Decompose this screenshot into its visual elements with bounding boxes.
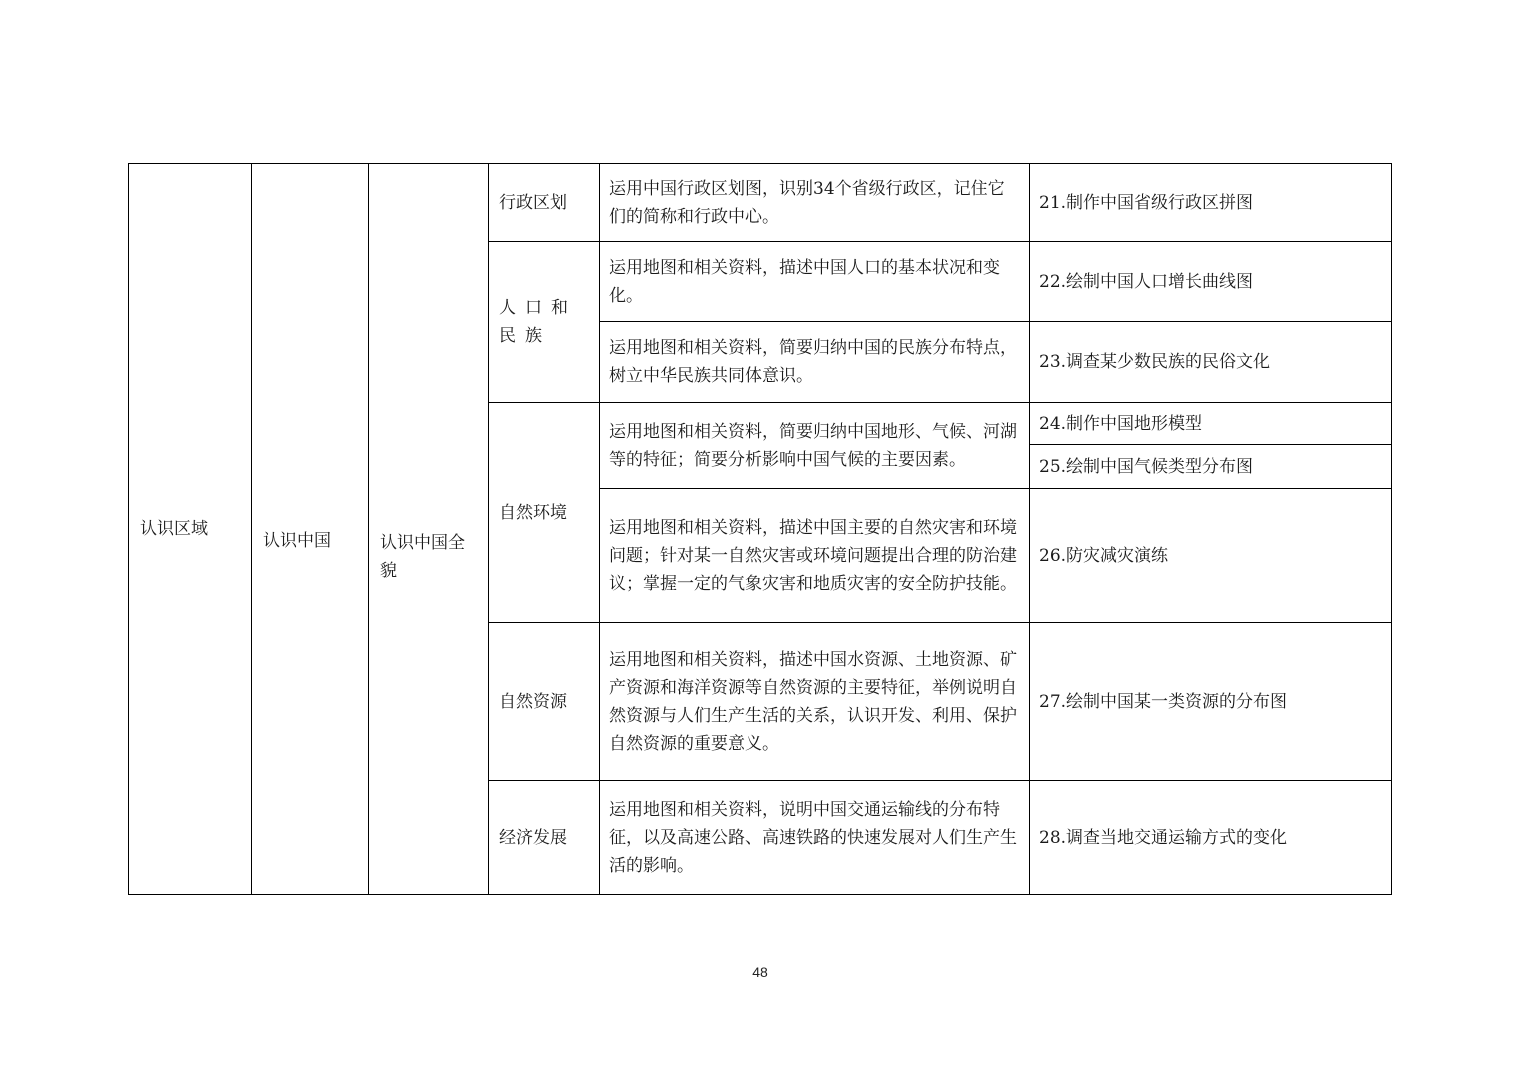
activity-cell: 25.绘制中国气候类型分布图 bbox=[1030, 445, 1392, 489]
topic-cell-economy: 经济发展 bbox=[489, 781, 600, 895]
table-row bbox=[129, 164, 1392, 242]
requirement-cell: 运用地图和相关资料，描述中国人口的基本状况和变化。 bbox=[600, 242, 1030, 322]
topic-cell-population: 人口和民族 bbox=[489, 242, 600, 403]
requirement-cell: 运用地图和相关资料，描述中国水资源、土地资源、矿产资源和海洋资源等自然资源的主要特征，举例说明自然资源与人们生产生活的关系，认识开发、利用、保护自然资源的重要意义。 bbox=[600, 623, 1030, 781]
activity-cell: 28.调查当地交通运输方式的变化 bbox=[1030, 781, 1392, 895]
domain-cell: 认识区域 bbox=[129, 164, 252, 895]
activity-cell: 23.调查某少数民族的民俗文化 bbox=[1030, 322, 1392, 403]
activity-cell: 24.制作中国地形模型 bbox=[1030, 403, 1392, 445]
requirement-cell: 运用地图和相关资料，简要归纳中国的民族分布特点，树立中华民族共同体意识。 bbox=[600, 322, 1030, 403]
activity-cell: 27.绘制中国某一类资源的分布图 bbox=[1030, 623, 1392, 781]
requirement-cell: 运用地图和相关资料，说明中国交通运输线的分布特征，以及高速公路、高速铁路的快速发展对人们生产生活的影响。 bbox=[600, 781, 1030, 895]
topic-cell-environment: 自然环境 bbox=[489, 403, 600, 623]
region-cell: 认识中国 bbox=[252, 164, 369, 895]
requirement-cell: 运用中国行政区划图，识别34个省级行政区，记住它们的简称和行政中心。 bbox=[600, 164, 1030, 242]
activity-cell: 22.绘制中国人口增长曲线图 bbox=[1030, 242, 1392, 322]
theme-cell: 认识中国全貌 bbox=[369, 164, 489, 895]
topic-cell-admin: 行政区划 bbox=[489, 164, 600, 242]
page-number: 48 bbox=[752, 964, 768, 980]
requirement-cell: 运用地图和相关资料，描述中国主要的自然灾害和环境问题；针对某一自然灾害或环境问题提出合理的防治建议；掌握一定的气象灾害和地质灾害的安全防护技能。 bbox=[600, 489, 1030, 623]
activity-cell: 26.防灾减灾演练 bbox=[1030, 489, 1392, 623]
curriculum-table bbox=[128, 163, 1392, 895]
topic-cell-resources: 自然资源 bbox=[489, 623, 600, 781]
requirement-cell: 运用地图和相关资料，简要归纳中国地形、气候、河湖等的特征；简要分析影响中国气候的主要因素。 bbox=[600, 403, 1030, 489]
activity-cell: 21.制作中国省级行政区拼图 bbox=[1030, 164, 1392, 242]
